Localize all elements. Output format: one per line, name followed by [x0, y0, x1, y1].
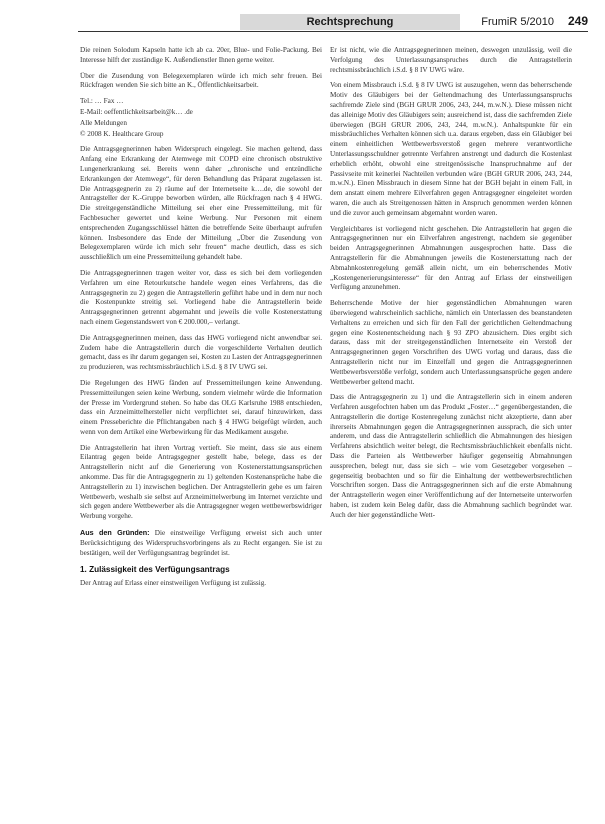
paragraph: Vergleichbares ist vorliegend nicht geschehen. Die Antragstellerin hat gegen die Antragsgegnerinnen nur ein Eilverfahren angestrengt, nachdem sie gegenüber beiden Antragsgegnerinnen Abmahnungen ausgesprochen hatte. Dass die Antragstellerin für die Abmahnungen jeweils die Kostenerstattung nach der Abmahnkostenregelung gemäß allein nicht, um ein beherrschendes Motiv „Kostengenerierungsinteresse“ für den Antrag auf Erlass der einstweiligen Verfügung anzunehmen. [330, 224, 572, 292]
journal-issue: FrumiR 5/2010 [481, 16, 554, 28]
paragraph: Dass die Antragsgegnerin zu 1) und die Antragstellerin sich in einem anderen Verfahren ausgefochten haben um das Produkt „Foster…“ gegenübergestanden, die Antragstellerin die dortige Kostenregelung zunächst nicht akzeptierte, dann aber ihrerseits Abmahnungen gegen die Antragsgegnerinnen aussprach, die sich unter anderem, und dass die Antragstellerin schließlich die Abmahnungen des hiesigen Verfahrens absichtlich weiter belegt, die Rechtsmissbräuchlichkeit ebenfalls nicht. Dass die Parteien als Wettbewerber häufiger gegenseitig Abmahnungen aussprechen, belegt nur, dass sie sich – wie vom Gesetzgeber vorgesehen – gegenseitig beobachten und so für die Einhaltung der wettbewerbsrechtlichen Vorschriften sorgen. Dass die Antragsgegnerinnen sich auf die erste Abmahnung der Antragstellerin wegen einer Veröffentlichung auf der Internetseite unterworfen haben, ist zudem kein Beleg dafür, dass die Abmahnung sachlich begründet war. Auch der hier gegenständliche Wett- [330, 393, 572, 519]
contact-phone: Tel.: … Fax … [80, 97, 124, 106]
left-column [80, 46, 322, 595]
page-number: 249 [567, 14, 588, 28]
paragraph: Die Antragstellerin hat ihren Vortrag vertieft. Sie meint, dass sie aus einem Eilantrag gegen beide Antragsgegner gestellt habe, belege, dass es der Antragstellerin nicht auf die Generierung von Kostenerstattungsansprüchen ankomme. Das für die Antragsgegnerin zu 1) geltenden Kostenansprüche habe die Antragstellerin zu 1) inzwischen beglichen. Der Antragstellerin gehe es um fairen Wettbewerb, weshalb sie selbst auf Arzneimittelwerbung im Internet verzichte und sich gegen andere Wettbewerber als die Antragsgegner wegen wettbewerbswidriger Werbung vorgehe. [80, 443, 322, 521]
paragraph: Die Antragsgegnerinnen tragen weiter vor, dass es sich bei dem vorliegenden Verfahren um eine Retourkutsche handele wegen eines Verfahrens, das die Antragsgegnerin zu 2) gegen die Antragstellerin geführt habe und in dem nur noch die Kostenpunkte streitig sei. Vorliegend habe die Antragstellerin beide Antragsgegnerinnen getrennt abgemahnt und jeweils die volle Kostenerstattung nach einem Gegenstandswert von € 200.000,– verlangt. [80, 268, 322, 326]
paragraph: Die Antragsgegnerinnen haben Widerspruch eingelegt. Sie machen geltend, dass Anfang eine Erkrankung der Atemwege mit COPD eine chronisch obstruktive Lungenerkrankung sei. Bereits wenn daher „chronische und entzündliche Erkrankungen der Atemwege“, für deren Behandlung das Präparat zugelassen ist. Die Antragsgegnerin zu 2) räume auf der Internetseite k….de, die sowohl der Antragsteller der K.-Gruppe beworben würden, alle Rückfragen nach § 4 HWG. Die streitgegenständliche Mitteilung sei eher eine Pressemitteilung, mit für Fachbesucher gewertet und keine Werbung. Nur Personen mit einem entsprechenden Zugangsschlüssel hätten die betreffende Seite überhaupt aufrufen können. Insbesondere das Ende der Mitteilung „Über die Zusendung von Belegexemplaren würde ich mich sehr freuen“ mache deutlich, dass es sich ausschließlich um eine Pressemitteilung gehandelt habe. [80, 145, 322, 262]
header-rule [78, 31, 588, 32]
grounds-heading: Aus den Gründen: [80, 528, 150, 538]
grounds-paragraph [80, 528, 322, 558]
paragraph: Die Antragsgegnerinnen meinen, dass das HWG vorliegend nicht anwendbar sei. Zudem habe die Antragstellerin durch die vorgeschilderte Verhalten deutlich gemacht, dass es ihr darum gegangen sei, Kosten zu Lasten der Antragsgegnerinnen zu produzieren, was rechtsmissbräuchlich i.S.d. § 8 IV UWG sei. [80, 333, 322, 372]
all-news-link: Alle Meldungen [80, 118, 127, 127]
paragraph: Beherrschende Motive der hier gegenständlichen Abmahnungen waren überwiegend wahrscheinlich sachliche, nämlich ein Unterlassen des beanstandeten Verhaltens zu erreichen und sich für den Fall der gerichtlichen Geltendmachung gegen eine Kostenentscheidung nach § 93 ZPO abzusichern. Dies ergibt sich daraus, dass mit der streitgegenständlichen Internetseite ein Verstoß der Antragsgegnerinnen gegen Vorschriften des UWG vorlag und daraus, dass die Antragstellerin nicht nur im Einzelfall und gegen die Antragsgegnerinnen Wettbewerbsverstöße verfolgt, sondern auch Unterlassungsansprüche gegen andere Wettbewerber geltend macht. [330, 299, 572, 386]
grounds-text: Die einstweilige Verfügung erweist sich auch unter Berücksichtigung des Widerspruchsvorbringens als zu Recht ergangen. Sie ist zu bestätigen, weil der Verfügungsantrag begründet ist. [80, 529, 322, 557]
paragraph: Von einem Missbrauch i.S.d. § 8 IV UWG ist auszugehen, wenn das beherrschende Motiv des Gläubigers bei der Geltendmachung des Unterlassungsanspruchs sachfremde Ziele sind (BGH GRUR 2006, 243, 244, m.w.N.). Diese müssen nicht das alleinige Motiv des Gläubigers sein; ausreichend ist, dass die sachfremden Ziele überwiegen (BGH GRUR 2006, 243, 244, m.w.N.). Anhaltspunkte für ein missbräuchliches Verhalten können sich u.a. daraus ergeben, dass ein Gläubiger bei einem einheitlichen Wettbewerbsverstoß gegen mehrere verantwortliche Unterlassungsschuldner getrennte Verfahren anstrengt und dadurch die Kostenlast erheblich erhöht, obwohl eine streitgenössische Inanspruchnahme auf der Passivseite mit keinerlei Nachteilen verbunden wäre (BGH GRUR 2006, 243, 244, m.w.N.). Einen Missbrauch in diesem Sinne hat der BGH bejaht in einem Fall, in dem anstatt einem mehrere Eilverfahren gegen Antragsgegner eingeleitet worden waren, die auch als Streitgenossen hätten in Anspruch genommen werden können und die zuvor auch gemeinsam abgemahnt worden waren. [330, 81, 572, 217]
right-column [330, 46, 572, 527]
page-header [78, 10, 588, 32]
paragraph: Die Regelungen des HWG fänden auf Pressemitteilungen keine Anwendung. Pressemitteilungen seien keine Werbung, sondern vielmehr würde die Information der Presse im Vordergrund stehen. So habe das OLG Karlsruhe 1988 entschieden, dass ein Arzneimittelhersteller nicht verpflichtet sei, darauf hinzuwirken, dass einem Presseberichte die Pflichtangaben nach § 4 HWG beigefügt würden, auch wenn von dem Artikel eine Werbewirkung für das Medikament ausgehe. [80, 378, 322, 436]
section-title: Rechtsprechung [240, 14, 460, 30]
paragraph: Er ist nicht, wie die Antragsgegnerinnen meinen, deswegen unzulässig, weil die Verfolgung des Unterlassungsanspruches durch die Antragstellerin rechtsmissbräuchlich i.S.d. § 8 IV UWG wäre. [330, 46, 572, 74]
contact-email: E-Mail: oeffentlichkeitsarbeit@k… .de [80, 107, 193, 116]
sub-heading: 1. Zulässigkeit des Verfügungsantrags [80, 565, 230, 575]
paragraph: Der Antrag auf Erlass einer einstweiligen Verfügung ist zulässig. [80, 579, 267, 588]
paragraph: Die reinen Solodum Kapseln hatte ich ab ca. 20er, Blue- und Folie-Packung. Bei Interesse hilft der zuständige K. Außendienstler Ihnen gerne weiter. [80, 46, 322, 64]
paragraph: Über die Zusendung von Belegexemplaren würde ich mich sehr freuen. Bei Rückfragen wenden Sie sich bitte an K., Öffentlichkeitsarbeit. [80, 71, 322, 90]
copyright: © 2008 K. Healthcare Group [80, 129, 164, 138]
